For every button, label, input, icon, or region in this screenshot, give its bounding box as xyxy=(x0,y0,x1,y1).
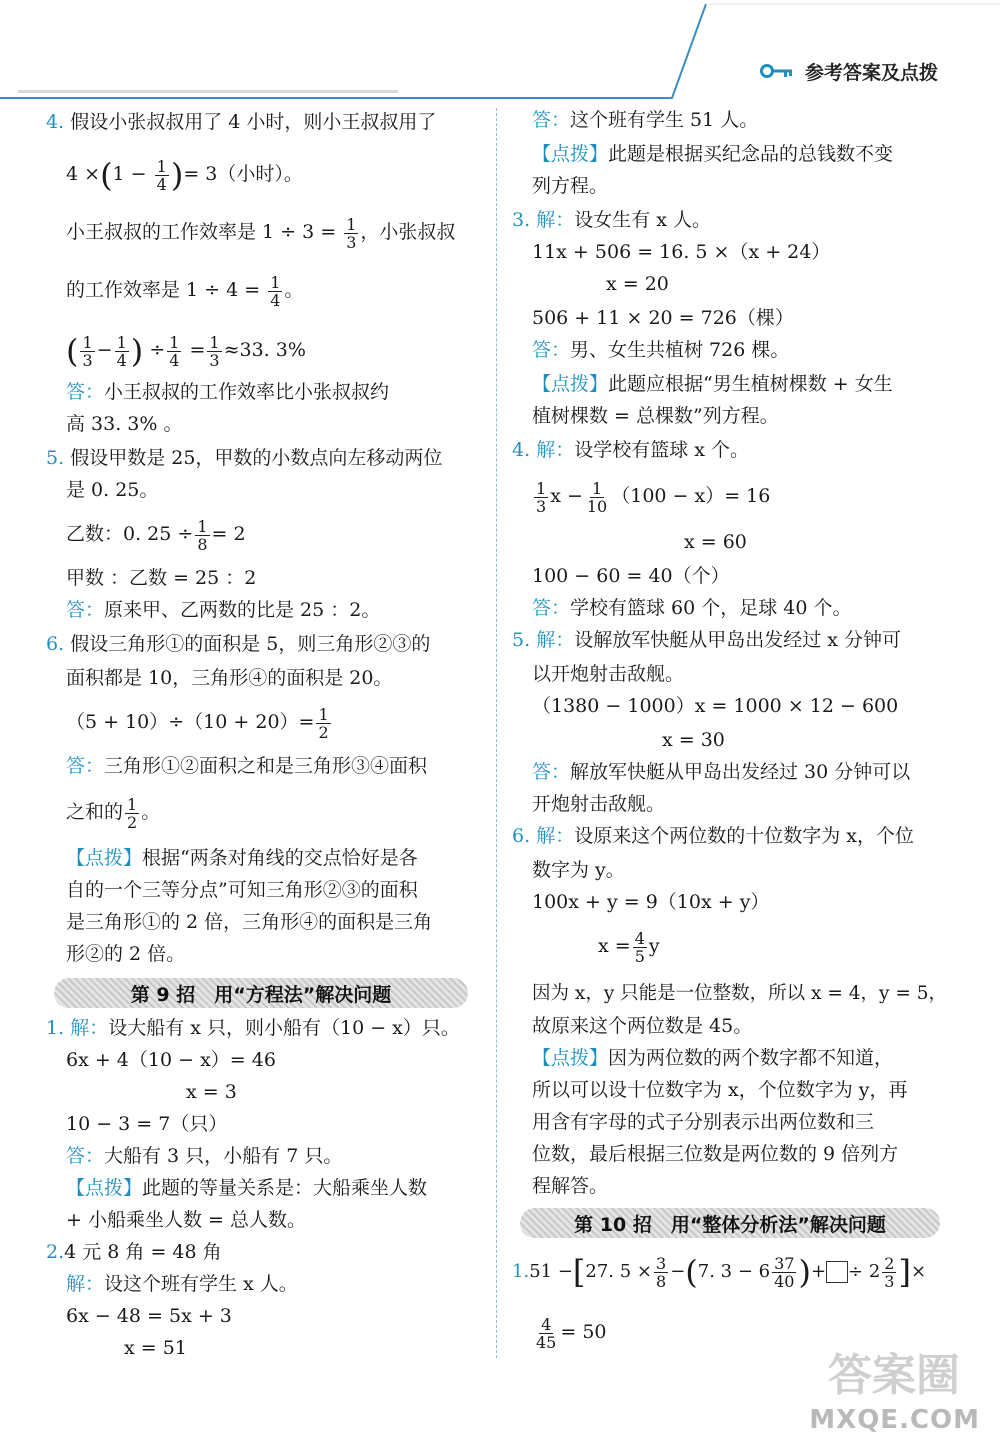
key-icon xyxy=(760,62,794,80)
s9q2-line-0: 2.4 元 8 角 = 48 角 xyxy=(46,1241,222,1263)
q6-tip-3: 是三角形①的 2 倍，三角形④的面积是三角 xyxy=(66,911,433,933)
r-q6-line-1: 6. 解：设原来这个两位数的十位数字为 x，个位 xyxy=(512,825,914,847)
r-q5-answer-1: 答：解放军快艇从甲岛出发经过 30 分钟可以 xyxy=(532,761,911,783)
r-q3-line-3: x = 20 xyxy=(606,273,669,295)
s9q1-answer: 答：大船有 3 只，小船有 7 只。 xyxy=(66,1145,343,1167)
s9q1-line-2: 6x + 4（10 − x）= 46 xyxy=(66,1049,276,1071)
r-q6-line-6: 故原来这个两位数是 45。 xyxy=(532,1015,753,1037)
q6-line-3: （5 + 10）÷（10 + 20）= $\frac{1}{2}$ xyxy=(66,704,329,742)
fraction: $\frac{1}{3}$ xyxy=(536,478,547,516)
r-q4-line-2: $\frac{1}{3}$ x − $\frac{1}{10}$ （100 − x）= 16 xyxy=(536,478,771,516)
fraction: $\frac{4}{5}$ xyxy=(634,928,645,966)
s10q1-line-1: 1.51 −[27. 5 × $\frac{3}{8}$ −(7. 3 − 6 $\frac{37}{40}$ )+ ÷ 2 $\frac{2}{3}$ ]× xyxy=(512,1253,927,1291)
section-9-banner: 第 9 招 用“方程法”解决问题 xyxy=(54,978,468,1008)
q6-tip-2: 自的一个三等分点”可知三角形②③的面积 xyxy=(66,879,418,901)
s9q1-tip-1: 【点拨】此题的等量关系是：大船乘坐人数 xyxy=(66,1177,428,1199)
r-q5-line-2: 以开炮射击敌舰。 xyxy=(532,663,685,685)
r-q6-tip-2: 所以可以设十位数字为 x，个位数字为 y，再 xyxy=(532,1079,908,1101)
fraction: $\frac{1}{3}$ xyxy=(209,332,220,370)
r-q6-tip-5: 程解答。 xyxy=(532,1175,609,1197)
section-10-banner: 第 10 招 用“整体分析法”解决问题 xyxy=(520,1208,940,1238)
header-bar xyxy=(0,0,1000,100)
q5-answer: 答：原来甲、乙两数的比是 25 ：2。 xyxy=(66,599,381,621)
s9q1-line-1: 1. 解：设大船有 x 只，则小船有（10 − x）只。 xyxy=(46,1017,460,1039)
q4-answer: 答：小王叔叔的工作效率比小张叔叔约 xyxy=(66,381,390,403)
page-header-title: 参考答案及点拨 xyxy=(804,62,938,84)
watermark-logo: 答案圈 xyxy=(828,1350,960,1401)
q2-tip-2: 列方程。 xyxy=(532,175,609,197)
r-q4-line-1: 4. 解：设学校有篮球 x 个。 xyxy=(512,439,749,461)
fraction: $\frac{1}{3}$ xyxy=(82,332,93,370)
q5-line-2: 是 0. 25。 xyxy=(66,479,159,501)
fraction: $\frac{2}{3}$ xyxy=(884,1253,895,1291)
s9q2-line-2: 6x − 48 = 5x + 3 xyxy=(66,1305,232,1327)
fraction: $\frac{37}{40}$ xyxy=(774,1253,795,1291)
q6-tip-4: 形②的 2 倍。 xyxy=(66,943,186,965)
r-q6-tip-1: 【点拨】因为两位数的两个数字都不知道， xyxy=(532,1047,894,1069)
fraction: $\frac{1}{2}$ xyxy=(318,704,329,742)
r-q3-line-1: 3. 解：设女生有 x 人。 xyxy=(512,209,711,231)
q2-answer: 答：这个班有学生 51 人。 xyxy=(532,109,759,131)
r-q4-answer: 答：学校有篮球 60 个，足球 40 个。 xyxy=(532,597,852,619)
r-q4-line-4: 100 − 60 = 40（个） xyxy=(532,565,730,587)
r-q6-tip-4: 位数，最后根据三位数是两位数的 9 倍列方 xyxy=(532,1143,899,1165)
blank-box xyxy=(826,1261,848,1283)
r-q6-line-2: 数字为 y。 xyxy=(532,859,625,881)
column-divider xyxy=(496,108,497,1358)
r-q4-line-3: x = 60 xyxy=(684,531,747,553)
r-q5-line-3: （1380 − 1000）x = 1000 × 12 − 600 xyxy=(532,695,899,717)
fraction: $\frac{1}{10}$ xyxy=(586,478,608,516)
r-q6-line-5: 因为 x，y 只能是一位整数，所以 x = 4，y = 5， xyxy=(532,983,947,1004)
q2-tip-1: 【点拨】此题是根据买纪念品的总钱数不变 xyxy=(532,143,894,165)
s9q1-line-4: 10 − 3 = 7（只） xyxy=(66,1113,228,1135)
q4-line-1: 4. 假设小张叔叔用了 4 小时，则小王叔叔用了 xyxy=(46,111,437,133)
fraction: $\frac{3}{8}$ xyxy=(656,1253,667,1291)
fraction: $\frac{1}{4}$ xyxy=(270,272,281,310)
q4-line-3: 小王叔叔的工作效率是 1 ÷ 3 = $\frac{1}{3}$ ，小张叔叔 xyxy=(66,214,456,252)
q6-line-2: 面积都是 10，三角形④的面积是 20。 xyxy=(66,667,393,689)
fraction: $\frac{1}{3}$ xyxy=(346,214,357,252)
fraction: $\frac{1}{8}$ xyxy=(197,516,208,554)
r-q5-line-1: 5. 解：设解放军快艇从甲岛出发经过 x 分钟可 xyxy=(512,629,901,651)
q6-tip-1: 【点拨】根据“两条对角线的交点恰好是各 xyxy=(66,847,418,869)
fraction: $\frac{1}{4}$ xyxy=(169,332,180,370)
s9q2-line-1: 解：设这个班有学生 x 人。 xyxy=(66,1273,298,1295)
r-q5-answer-2: 开炮射击敌舰。 xyxy=(532,793,666,815)
fraction: $\frac{1}{4}$ xyxy=(116,332,127,370)
q5-line-4: 甲数 ：乙数 = 25 ：2 xyxy=(66,567,257,589)
fraction: $\frac{1}{2}$ xyxy=(127,794,138,832)
fraction: $\frac{1}{4}$ xyxy=(156,156,167,194)
q4-line-5: ( $\frac{1}{3}$ − $\frac{1}{4}$ ) ÷ $\frac{1}{4}$ = $\frac{1}{3}$ ≈33. 3% xyxy=(66,332,306,370)
r-q6-tip-3: 用含有字母的式子分别表示出两位数和三 xyxy=(532,1111,875,1133)
s9q1-line-3: x = 3 xyxy=(186,1081,237,1103)
s9q1-tip-2: + 小船乘坐人数 = 总人数。 xyxy=(66,1209,306,1231)
q4-line-4: 的工作效率是 1 ÷ 4 = $\frac{1}{4}$ 。 xyxy=(66,272,304,310)
watermark-url: MXQE.COM xyxy=(809,1405,980,1435)
q4-line-2: 4 ×(1 − $\frac{1}{4}$ )= 3（小时）。 xyxy=(66,156,303,194)
r-q6-line-4: x = $\frac{4}{5}$ y xyxy=(598,928,660,966)
q5-line-1: 5. 假设甲数是 25，甲数的小数点向左移动两位 xyxy=(46,447,443,469)
q6-answer: 答：三角形①②面积之和是三角形③④面积 xyxy=(66,755,428,777)
q5-line-3: 乙数：0. 25 ÷ $\frac{1}{8}$ = 2 xyxy=(66,516,246,554)
r-q6-line-3: 100x + y = 9（10x + y） xyxy=(532,891,770,913)
r-q3-tip-2: 植树棵数 = 总棵数”列方程。 xyxy=(532,405,779,427)
r-q3-answer: 答：男、女生共植树 726 棵。 xyxy=(532,339,790,361)
r-q3-line-4: 506 + 11 × 20 = 726（棵） xyxy=(532,307,794,329)
s9q2-line-3: x = 51 xyxy=(124,1337,187,1359)
r-q3-line-2: 11x + 506 = 16. 5 ×（x + 24） xyxy=(532,241,831,263)
q6-answer-2: 之和的 $\frac{1}{2}$ 。 xyxy=(66,794,161,832)
r-q3-tip-1: 【点拨】此题应根据“男生植树棵数 + 女生 xyxy=(532,373,893,395)
r-q5-line-4: x = 30 xyxy=(662,729,725,751)
q4-answer-2: 高 33. 3% 。 xyxy=(66,413,183,435)
q6-line-1: 6. 假设三角形①的面积是 5，则三角形②③的 xyxy=(46,633,431,655)
s10q1-line-2: $\frac{4}{45}$ = 50 xyxy=(536,1314,607,1352)
fraction: $\frac{4}{45}$ xyxy=(536,1314,557,1352)
